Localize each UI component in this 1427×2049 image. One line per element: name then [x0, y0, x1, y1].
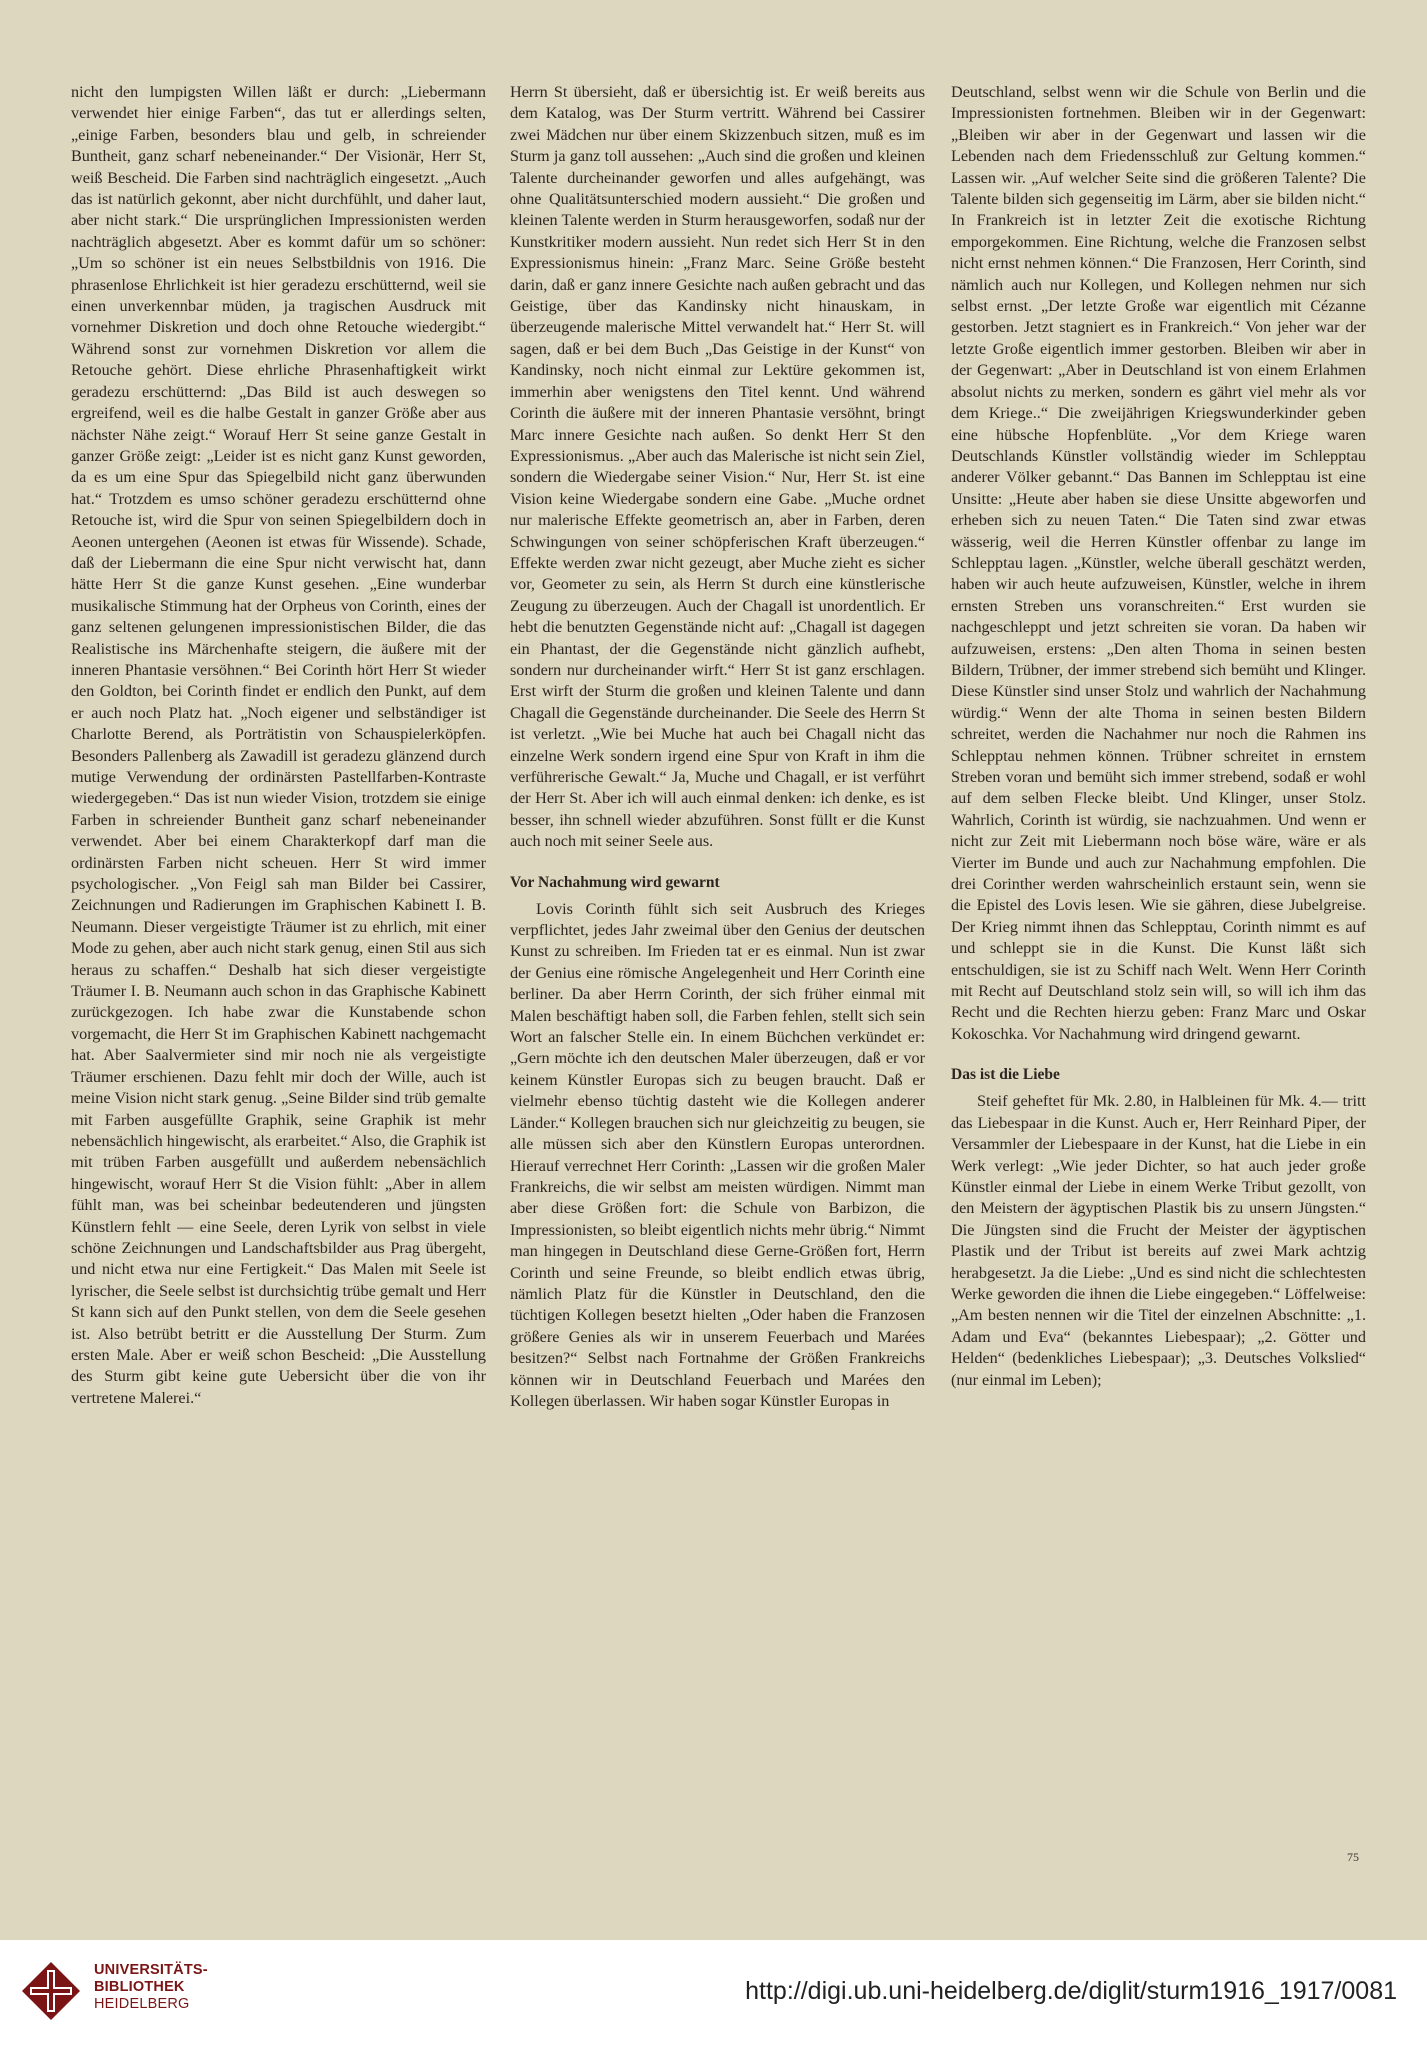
library-line-2: BIBLIOTHEK [94, 1979, 185, 1995]
digitization-footer [0, 1940, 1427, 2049]
section-heading-nachahmung: Vor Nachahmung wird gewarnt [510, 873, 720, 891]
column3-paragraph-2: Steif geheftet für Mk. 2.80, in Halbleinen für Mk. 4.— tritt das Liebespaar in die Kunst. Auch er, Herr Reinhard Piper, der Versammler der Liebespaare in der Kunst, hat die Liebe in ein Werk verlegt: „Wie jeder Dichter, so hat auch jeder große Künstler einmal der Liebe in einem Werke Tribut gezollt, von den Meistern der ägyptischen Plastik bis zu unsern Jüngsten.“ Die Jüngsten sind die Frucht der Meister der ägyptischen Plastik und der Tribut ist bereits auf zwei Mark achtzig herabgesetzt. Ja die Liebe: „Und es sind nicht die schlechtesten Werke geworden die ihnen die Liebe eingegeben.“ Löffelweise: „Am besten nennen wir die Titel der einzelnen Abschnitte: „1. Adam und Eva“ (bekanntes Liebespaar); „2. Götter und Helden“ (bedenkliches Liebespaar); „3. Deutsches Volkslied“ (nur einmal im Leben); [951, 1092, 1366, 1389]
library-line-1: UNIVERSITÄTS- [94, 1962, 208, 1978]
university-logo-icon [20, 1960, 82, 2022]
text-column-2 [510, 82, 925, 1412]
column2-paragraph-1: Herrn St übersieht, daß er übersichtig ist. Er weiß bereits aus dem Katalog, was Der Sturm vertritt. Während bei Cassirer zwei Mädchen nur über einem Skizzenbuch sitzen, muß es im Sturm ja ganz toll aussehen: „Auch sind die großen und kleinen Talente durcheinander geworfen und alles aufgehängt, was ohne Qualitätsunterschied modern aussieht.“ Die großen und kleinen Talente werden in Sturm herausgeworfen, sodaß nur der Kunstkritiker modern aussieht. Nun redet sich Herr St in den Expressionismus hinein: „Franz Marc. Seine Größe besteht darin, daß er ganz innere Gesichte nach außen gebracht und das Geistige, über das Kandinsky nicht hinauskam, in überzeugende malerische Mittel verwandelt hat.“ Herr St. will sagen, daß er bei dem Buch „Das Geistige in der Kunst“ von Kandinsky, noch nicht einmal zur Lektüre gekommen ist, immerhin aber wenigstens den Titel kennt. Und während Corinth die äußere mit der inneren Phantasie versöhnt, bringt Marc innere Gesichte nach außen. So denkt Herr St den Expressionismus. „Aber auch das Malerische ist nicht sein Ziel, sondern die Wiedergabe seiner Vision.“ Nur, Herr St. ist eine Vision keine Wiedergabe sondern eine Gabe. „Muche ordnet nur malerische Effekte geometrisch an, aber in Farben, deren Schwingungen von seiner schöpferischen Kraft überzeugen.“ Effekte werden zwar nicht gezeugt, aber Muche zieht es sicher vor, Geometer zu sein, als Herrn St durch eine künstlerische Zeugung zu überzeugen. Auch der Chagall ist unordentlich. Er hebt die benutzten Gegenstände nicht auf: „Chagall ist dagegen ein Phantast, der die Gegenstände nicht gänzlich aufhebt, sondern nur durcheinander wirft.“ Herr St ist ganz erschlagen. Erst wirft der Sturm die großen und kleinen Talente und dann Chagall die Gegenstände durcheinander. Die Seele des Herrn St ist verletzt. „Wie bei Muche hat auch bei Chagall nicht das einzelne Werk sondern irgend eine Spur von Kraft in ihm die verführerische Gewalt.“ Ja, Muche und Chagall, er ist verführt der Herr St. Aber ich will auch einmal denken: ich denke, es ist besser, ihn schnell wieder abzuführen. Sonst füllt er die Kunst auch noch mit seiner Seele aus. [510, 83, 925, 851]
library-name [94, 1962, 208, 2013]
page-number: 75 [1347, 1850, 1359, 1864]
text-column-1 [71, 82, 486, 1409]
library-line-3: HEIDELBERG [94, 1996, 190, 2012]
source-url[interactable]: http://digi.ub.uni-heidelberg.de/diglit/sturm1916_1917/0081 [745, 1977, 1397, 2005]
text-column-3 [951, 82, 1366, 1391]
column3-paragraph-1: Deutschland, selbst wenn wir die Schule von Berlin und die Impressionisten fortnehmen. Bleiben wir in der Gegenwart: „Bleiben wir aber in der Gegenwart und lassen wir die Lebenden nach dem Friedensschluß zur Geltung kommen.“ Lassen wir. „Auf welcher Seite sind die größeren Talente? Die Talente bilden sich gegenseitig im Lärm, aber sie bilden nicht.“ In Frankreich ist in letzter Zeit die exotische Richtung emporgekommen. Eine Richtung, welche die Franzosen selbst nicht ernst nehmen können.“ Die Franzosen, Herr Corinth, sind nämlich auch nur Kollegen, und Kollegen nehmen nur sich selbst ernst. „Der letzte Große war eigentlich mit Cézanne gestorben. Jetzt stagniert es in Frankreich.“ Von jeher war der letzte Große eigentlich immer gestorben. Bleiben wir aber in der Gegenwart: „Aber in Deutschland ist von einem Erlahmen absolut nichts zu merken, sondern es gährt viel mehr als vor dem Kriege..“ Die zweijährigen Kriegswunderkinder geben eine hübsche Hopfenblüte. „Vor dem Kriege waren Deutschlands Künstler vollständig wieder im Schlepptau anderer Völker gebannt.“ Das Bannen im Schlepptau ist eine Unsitte: „Heute aber haben sie diese Unsitte abgeworfen und erheben sich zu neuen Taten.“ Die Taten sind zwar etwas wässerig, weil die Herren Künstler offenbar zu lange im Schlepptau lagen. „Künstler, welche überall geschätzt werden, haben wir auch heute aufzuweisen, Künstler, welche in ihrem ernsten Streben uns voranschreiten.“ Erst wurden sie nachgeschleppt und jetzt schreiten sie voran. Da haben wir aufzuweisen, erstens: „Den alten Thoma in seinen besten Bildern, Trübner, der immer strebend sich bemüht und Klinger. Diese Künstler sind unser Stolz und wahrlich der Nachahmung würdig.“ Wenn der alte Thoma in seinen besten Bildern schreitet, werden die Nachahmer nur noch die Rahmen ins Schlepptau nehmen können. Trübner schreitet in ernstem Streben voran und bemüht sich immer strebend, sodaß er wohl auf dem selben Flecke bleibt. Und Klinger, unser Stolz. Wahrlich, Corinth ist würdig, sie nachzuahmen. Und wenn er nicht zur Zeit mit Liebermann noch böse wäre, wäre er als Vierter im Bunde und auch zur Nachahmung empfohlen. Die drei Corinther werden wahrscheinlich erstaunt sein, wenn sie die Epistel des Lovis lesen. Wie sie gähren, diese Jubelgreise. Der Krieg nimmt ihnen das Schlepptau, Corinth nimmt es auf und schleppt sie in die Kunst. Die Kunst läßt sich entschuldigen, sie ist zu Schiff nach Welt. Wenn Herr Corinth mit Recht auf Deutschland stolz sein will, so will ich ihm das Recht und die Rechten hierzu geben: Franz Marc und Oskar Kokoschka. Vor Nachahmung wird dringend gewarnt. [951, 83, 1366, 1043]
column2-paragraph-2: Lovis Corinth fühlt sich seit Ausbruch des Krieges verpflichtet, jedes Jahr zweimal über den Genius der deutschen Kunst zu schreiben. Im Frieden tat er es einmal. Nun ist zwar der Genius eine römische Angelegenheit und Herr Corinth eine berliner. Da aber Herrn Corinth, der sich früher einmal mit Malen beschäftigt haben soll, die Farben fehlen, stellt sich sein Wort an falscher Stelle ein. In einem Büchchen verkündet er: „Gern möchte ich den deutschen Maler überzeugen, daß er vor keinem Künstler Europas sich zu beugen braucht. Daß er vielmehr ebenso tüchtig dasteht wie die Kollegen anderer Länder.“ Kollegen brauchen sich nur gleichzeitig zu beugen, sie alle müssen sich aber den Künstlern Europas unterordnen. Hierauf verrechnet Herr Corinth: „Lassen wir die großen Maler Frankreichs, die wir selbst am meisten würdigen. Nimmt man aber diese Größen fort: die Schule von Barbizon, die Impressionisten, so bleibt eigentlich nichts mehr übrig.“ Nimmt man hingegen in Deutschland diese Gerne-Größen fort, Herrn Corinth und seine Freunde, so bleibt endlich etwas übrig, nämlich Platz für die Künstler in Deutschland, den die tüchtigen Kollegen besetzt hielten „Oder haben die Franzosen größere Genies als wir in unserem Feuerbach und Marées besitzen?“ Selbst nach Fortnahme der Größen Frankreichs können wir in Deutschland Feuerbach und Marées den Kollegen überlassen. Wir haben sogar Künstler Europas in [510, 899, 925, 1410]
column1-text: nicht den lumpigsten Willen läßt er durch: „Liebermann verwendet hier einige Farben“, das tut er allerdings selten, „einige Farben, besonders blau und gelb, in schreiender Buntheit, ganz scharf nebeneinander.“ Der Visionär, Herr St, weiß Bescheid. Die Farben sind nachträglich eingesetzt. „Auch das ist natürlich gekonnt, aber nicht durchfühlt, und daher laut, aber nicht stark.“ Die ursprünglichen Impressionisten werden nachträglich abgesetzt. Aber es kommt dafür um so schöner: „Um so schöner ist ein neues Selbstbildnis von 1916. Die phrasenlose Ehrlichkeit ist hier geradezu erschütternd, weil sie einen unverkennbar müden, ja tragischen Ausdruck mit vornehmer Diskretion und doch ohne Retouche wiedergibt.“ Während sonst zur vornehmen Diskretion vor allem die Retouche gehört. Diese ehrliche Phrasenhaftigkeit wirkt geradezu erschütternd: „Das Bild ist auch deswegen so ergreifend, weil es die halbe Gestalt in ganzer Größe aber aus nächster Nähe zeigt.“ Worauf Herr St seine ganze Gestalt in ganzer Größe zeigt: „Leider ist es nicht ganz Kunst geworden, da es um eine Spur das Spiegelbild nicht ganz überwunden hat.“ Trotzdem es umso schöner geradezu erschütternd ohne Retouche ist, wird die Spur von seinen Spiegelbildern doch in Aeonen untergehen (Aeonen ist etwas für Wissende). Schade, daß der Liebermann die eine Spur nicht verwischt hat, dann hätte Herr St die ganze Kunst gesehen. „Eine wunderbar musikalische Stimmung hat der Orpheus von Corinth, eines der ganz seltenen gelungenen impressionistischen Bilder, die das Realistische ins Märchenhafte steigern, die äußere mit der inneren Phantasie versöhnen.“ Bei Corinth hört Herr St wieder den Goldton, bei Corinth findet er endlich den Punkt, auf dem er auch noch Platz hat. „Noch eigener und selbständiger ist Charlotte Berend, als Porträtistin von Schauspielerköpfen. Besonders Pallenberg als Zawadill ist geradezu glänzend durch mutige Verwendung der ordinärsten Pastellfarben-Kontraste wiedergegeben.“ Das ist nun wieder Vision, trotzdem sie einige Farben in schreiender Buntheit ganz scharf nebeneinander verwendet. Aber bei einem Charakterkopf darf man die ordinärsten Farben nicht scheuen. Herr St wird immer psychologischer. „Von Feigl sah man Bilder bei Cassirer, Zeichnungen und Radierungen im Graphischen Kabinett I. B. Neumann. Dieser vergeistigte Träumer ist zu ehrlich, mit einer Mode zu gehen, aber auch nicht stark genug, einen Stil aus sich heraus zu schaffen.“ Deshalb hat sich dieser vergeistigte Träumer I. B. Neumann auch schon in das Graphische Kabinett zurückgezogen. Ich habe zwar die Kunstabende schon vorgemacht, die Herr St im Graphischen Kabinett nachgemacht hat. Aber Saalvermieter sind mir noch nie als vergeistigte Träumer erschienen. Dazu fehlt mir doch der Wille, auch ist meine Vision nicht stark genug. „Seine Bilder sind trüb gemalte mit Farben ausgefüllte Graphik, seine Graphik ist mehr nebensächlich hingewischt, als erarbeitet.“ Also, die Graphik ist mit trüben Farben ausgefüllt und außerdem nebensächlich hingewischt, worauf Herr St die Vision fühlt: „Aber in allem fühlt man, was bei scheinbar bedeutenderen und jüngsten Künstlern fehlt — eine Seele, deren Lyrik von selbst in viele schöne Zeichnungen und Landschaftsbilder aus Prag übergeht, und nicht etwa nur eine Fertigkeit.“ Das Malen mit Seele ist lyrischer, die Seele selbst ist durchsichtig trübe gemalt und Herr St kann sich auf den Punkt stellen, von dem die Seele gesehen ist. Also betrübt betritt er die Ausstellung Der Sturm. Zum ersten Male. Aber er weiß schon Bescheid: „Die Ausstellung des Sturm gibt keine gute Uebersicht über die von ihr vertretene Malerei.“ [71, 83, 486, 1407]
section-heading-liebe: Das ist die Liebe [951, 1066, 1060, 1084]
